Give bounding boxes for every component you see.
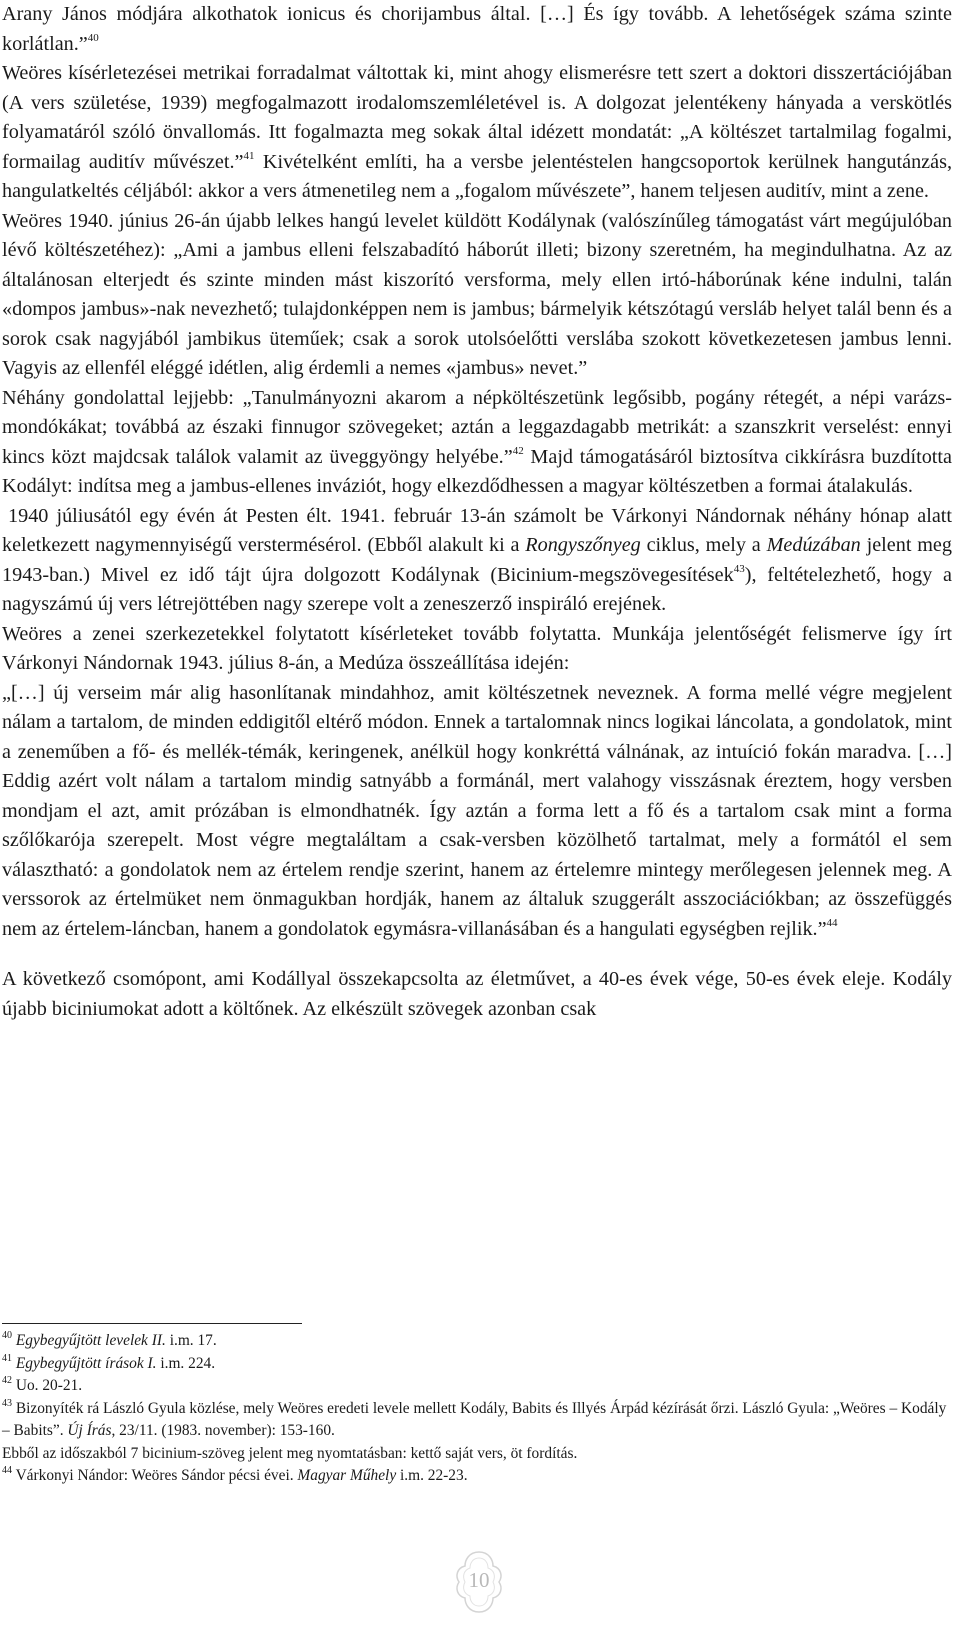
paragraph	[2, 384, 952, 502]
italic-title: Magyar Műhely	[297, 1467, 397, 1484]
page-number: 10	[468, 1568, 490, 1592]
italic-title: Rongyszőnyeg	[525, 534, 641, 556]
text-run: Weöres kísérletezései metrikai forradalmat váltottak ki, mint ahogy elismerésre tett szert a doktori disszertációjában (A vers születése, 1939) megfogalmazott irodalomszemléletével is. A dolgozat jelentékeny hányada a verskötlés folyamatáról szóló önvallomás. Itt fogalmazta meg sokak által idézett mondatát: „A költészet tartalmilag fogalmi, formailag auditív művészet.”	[2, 62, 952, 173]
text-run: i.m. 22-23.	[396, 1467, 468, 1484]
paragraph-gap	[2, 944, 952, 965]
footnote	[2, 1398, 952, 1443]
text-run: Majd támogatásáról biztosítva cikkírásra buzdította Kodályt: indítsa meg a jambus-ellenes inváziót, hogy elkezdődhessen a magyar költészetben a formai átalakulás.	[2, 445, 952, 497]
footnote-ref: 42	[512, 444, 524, 457]
footnote-ref: 41	[2, 1352, 12, 1364]
text-run: Várkonyi Nándor: Weöres Sándor pécsi évei.	[12, 1467, 298, 1484]
paragraph	[2, 679, 952, 945]
footnote	[2, 1330, 952, 1353]
italic-title: Medúzában	[766, 534, 861, 556]
paragraph	[2, 207, 952, 384]
text-run: „[…] új verseim már alig hasonlítanak mindahhoz, amit költészetnek neveznek. A forma mellé végre megjelent nálam a tartalom, de minden eddigitől eltérő módon. Ennek a tartalomnak nincs logikai láncolata, a gondolatok, mint a zeneműben a fő- és mellék-témák, keringenek, anélkül hogy konkréttá válnának, az intuíció fokán maradva. […] Eddig azért volt nálam a tartalom mindig satnyább a formánál, mert valahogy visszásnak éreztem, hogy versben mondjam el azt, amit prózában is elmondhatnék. Így aztán a forma lett a fő és a tartalom csak mint a forma szőlőkarója szerepelt. Most végre megtaláltam a csak-versben közölhető tartalmat, mely a formától el sem választható: a gondolatok nem az értelem rendje szerint, hanem az értelemre mintegy merőlegesen jelennek meg. A verssorok az értelmüket nem önmagukban hordják, hanem az általuk szuggerált asszociációkban; az összefüggés nem az értelem-láncban, hanem a gondolatok egymásra-villanásában és a hangulati egységben rejlik.”	[2, 681, 952, 940]
paragraph	[2, 59, 952, 207]
text-run: i.m. 17.	[165, 1332, 217, 1349]
text-run: ciklus, mely a	[640, 534, 767, 556]
text-run: A következő csomópont, ami Kodállyal összekapcsolta az életművet, a 40-es évek vége, 50-es évek eleje. Kodály újabb biciniumokat adott a költőnek. Az elkészült szövegek azonban csak	[2, 968, 952, 1020]
footnote-ref: 44	[2, 1465, 12, 1476]
paragraph	[2, 965, 952, 1024]
footnotes	[2, 1330, 952, 1488]
footnote-ref: 43	[2, 1397, 12, 1409]
paragraph	[2, 620, 952, 679]
footnote-ref: 43	[733, 562, 745, 575]
paragraph	[2, 502, 952, 620]
text-run: Uo. 20-21.	[12, 1377, 83, 1394]
footnote-ref: 40	[2, 1330, 12, 1341]
italic-title: Új Írás	[67, 1422, 112, 1439]
text-run: Weöres 1940. június 26-án újabb lelkes hangú levelet küldött Kodálynak (valószínűleg támogatást várt megújulóban lévő költészetéhez): „Ami a jambus elleni felszabadító háborút illeti; bizony szeretném, ha megindulhatna. Az az általánosan elterjedt és szinte minden mást kiszorító versforma, mely ellen irtó-háborúnak kéne indulni, talán «dompos jambus»-nak nevezhető; tulajdonképpen nem is jambus; bármelyik kétszótagú versláb helyet talál benn és a sorok csak nagyjából jambikus üteműek; csak a sorok utolsóelőtti verslába szokott következetesen jambus lenni. Vagyis az ellenfél eléggé idétlen, alig érdemli a nemes «jambus» nevet.”	[2, 209, 952, 379]
page-number-badge	[447, 1546, 511, 1618]
text-run: Ebből az időszakból 7 bicinium-szöveg jelent meg nyomtatásban: kettő saját vers, öt fordítás.	[2, 1444, 578, 1462]
footnote-ref: 42	[2, 1375, 12, 1386]
text-run: , 23/11. (1983. november): 153-160.	[111, 1422, 335, 1439]
text-run: 1940 júliusától egy évén át Pesten élt. 1941. február 13-án számolt be Várkonyi Nándornak néhány hónap alatt keletkezett nagymennyiségű verstermésérol. (Ebből alakult ki a	[2, 504, 952, 556]
footnote	[2, 1375, 952, 1398]
text-run: ), feltételezhető, hogy a nagyszámú új vers létrejöttében nagy szerepe volt a zeneszerző inspiráló erejének.	[2, 563, 953, 615]
text-run: i.m. 224.	[156, 1354, 216, 1372]
footnote	[2, 1465, 952, 1488]
italic-title: Egybegyűjtött levelek II.	[15, 1332, 166, 1349]
text-run: Weöres a zenei szerkezetekkel folytatott kísérleteket tovább folytatta. Munkája jelentőségét felismerve így írt Várkonyi Nándornak 1943. július 8-án, a Medúza összeállítása idején:	[2, 622, 952, 674]
body-text	[2, 0, 952, 1024]
footnote-ref: 40	[87, 31, 99, 44]
footnote	[2, 1443, 952, 1466]
text-run: jelent meg 1943-ban.) Mivel ez idő tájt újra dolgozott Kodálynak (Bicinium-megszövegesítések	[2, 534, 952, 586]
footnote-ref: 44	[826, 916, 838, 929]
text-run: Kivételként említi, ha a versbe jelentéstelen hangcsoportok kerülnek hangutánzás, hangulatkeltés céljából: akkor a vers átmenetileg nem a „fogalom művészete”, hanem teljesen auditív, mint a zene.	[2, 150, 952, 202]
paragraph	[2, 0, 952, 59]
text-run: Bizonyíték rá László Gyula közlése, mely Weöres eredeti levele mellett Kodály, Babits és Illyés Árpád kézírását őrzi. László Gyula: „Weöres – Kodály – Babits”.	[2, 1399, 947, 1439]
footnote-separator	[2, 1323, 302, 1324]
footnote-ref: 41	[243, 149, 255, 162]
footnote	[2, 1353, 952, 1376]
text-run: Arany János módjára alkothatok ionicus és chorijambus által. […] És így tovább. A lehetőségek száma szinte korlátlan.”	[2, 3, 952, 55]
text-run: Néhány gondolattal lejjebb: „Tanulmányozni akarom a népköltészetünk legősibb, pogány rétegét, a népi varázs-mondókákat; továbbá az északi finnugor szövegeket; aztán a leggazdagabb metrikát: a szanszkrit verselést: ennyi kincs közt majdcsak találok valamit az üveggyöngy helyébe.”	[2, 386, 952, 468]
italic-title: Egybegyűjtött írások I.	[15, 1354, 157, 1372]
